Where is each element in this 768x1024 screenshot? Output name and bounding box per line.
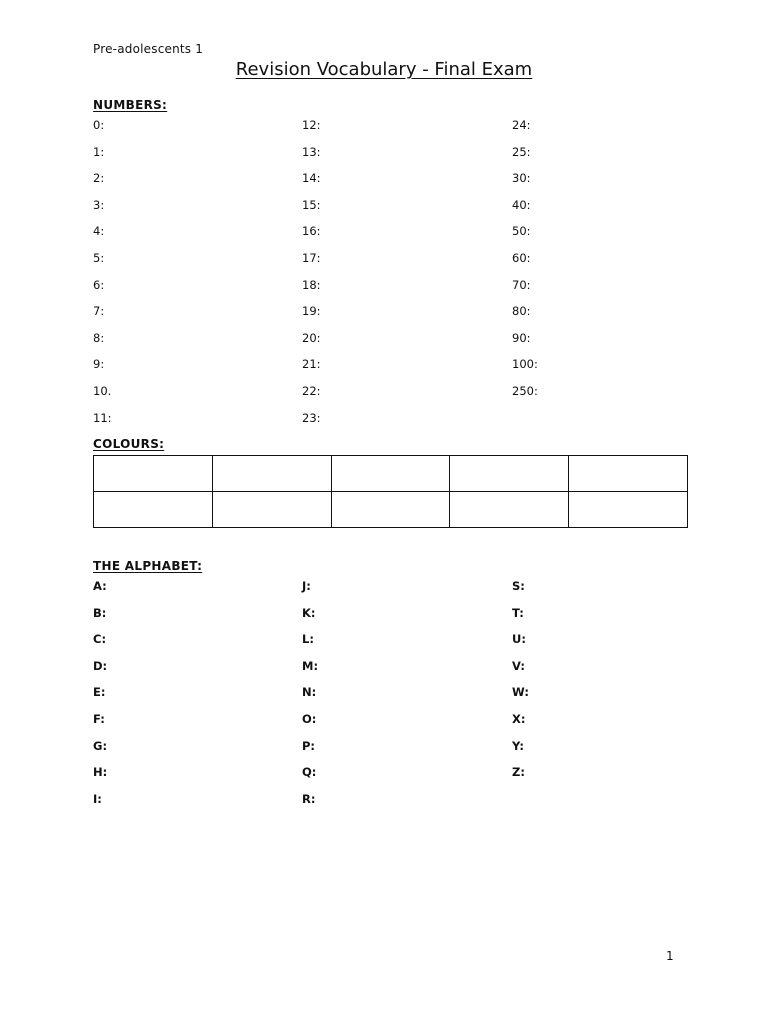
colours-heading: COLOURS:: [93, 437, 165, 451]
colours-table: [93, 455, 688, 528]
worksheet-item: 90:: [512, 330, 531, 345]
worksheet-item: W:: [512, 685, 529, 700]
worksheet-item: D:: [93, 658, 108, 673]
worksheet-item: 9:: [93, 357, 105, 372]
colour-answer-cell: [212, 456, 331, 492]
worksheet-item: A:: [93, 579, 107, 593]
worksheet-item: 17:: [302, 250, 321, 265]
worksheet-item: B:: [93, 605, 107, 620]
worksheet-item: 10.: [93, 383, 112, 398]
worksheet-item: 1:: [93, 144, 105, 159]
colours-row: [94, 456, 688, 492]
worksheet-item: J:: [302, 579, 311, 593]
worksheet-item: 5:: [93, 250, 105, 265]
worksheet-item: 25:: [512, 144, 531, 159]
worksheet-item: 80:: [512, 304, 531, 319]
worksheet-item: V:: [512, 658, 525, 673]
alphabet-heading: THE ALPHABET:: [93, 559, 203, 573]
worksheet-item: Z:: [512, 765, 525, 780]
worksheet-item: O:: [302, 711, 317, 726]
worksheet-item: E:: [93, 685, 106, 700]
worksheet-item: 4:: [93, 224, 105, 239]
page-title: Revision Vocabulary - Final Exam: [235, 59, 533, 80]
worksheet-item: H:: [93, 765, 108, 780]
worksheet-item: R:: [302, 791, 316, 806]
worksheet-item: 13:: [302, 144, 321, 159]
worksheet-item: 23:: [302, 410, 321, 425]
worksheet-item: 3:: [93, 197, 105, 212]
worksheet-item: 16:: [302, 224, 321, 239]
worksheet-item: 20:: [302, 330, 321, 345]
worksheet-item: T:: [512, 605, 524, 620]
numbers-column-2: [302, 118, 321, 437]
worksheet-item: 250:: [512, 383, 538, 398]
worksheet-item: L:: [302, 632, 314, 647]
colour-answer-cell: [450, 492, 569, 528]
worksheet-item: I:: [93, 791, 102, 806]
worksheet-item: 50:: [512, 224, 531, 239]
worksheet-item: 100:: [512, 357, 538, 372]
worksheet-item: 70:: [512, 277, 531, 292]
page-number: 1: [666, 949, 674, 963]
worksheet-item: 21:: [302, 357, 321, 372]
numbers-column-1: [93, 118, 112, 437]
worksheet-item: 11:: [93, 410, 112, 425]
worksheet-item: 40:: [512, 197, 531, 212]
worksheet-item: 7:: [93, 304, 105, 319]
colour-answer-cell: [94, 492, 213, 528]
colour-answer-cell: [569, 456, 688, 492]
worksheet-item: U:: [512, 632, 526, 647]
colours-row: [94, 492, 688, 528]
worksheet-item: 19:: [302, 304, 321, 319]
worksheet-item: 2:: [93, 171, 105, 186]
worksheet-item: 14:: [302, 171, 321, 186]
worksheet-item: K:: [302, 605, 316, 620]
worksheet-item: N:: [302, 685, 317, 700]
worksheet-item: 15:: [302, 197, 321, 212]
colour-answer-cell: [331, 492, 450, 528]
worksheet-item: 12:: [302, 118, 321, 132]
colour-answer-cell: [94, 456, 213, 492]
numbers-heading: NUMBERS:: [93, 98, 168, 112]
worksheet-item: M:: [302, 658, 319, 673]
worksheet-item: Q:: [302, 765, 317, 780]
worksheet-item: C:: [93, 632, 107, 647]
worksheet-item: 0:: [93, 118, 105, 132]
worksheet-item: 18:: [302, 277, 321, 292]
colour-answer-cell: [212, 492, 331, 528]
worksheet-item: 24:: [512, 118, 531, 132]
worksheet-item: 8:: [93, 330, 105, 345]
worksheet-item: 6:: [93, 277, 105, 292]
worksheet-item: G:: [93, 738, 108, 753]
worksheet-item: 60:: [512, 250, 531, 265]
alphabet-column-2: [302, 579, 318, 818]
alphabet-column-3: [512, 579, 529, 792]
colour-answer-cell: [569, 492, 688, 528]
course-label: Pre-adolescents 1: [93, 42, 204, 56]
colour-answer-cell: [331, 456, 450, 492]
worksheet-item: X:: [512, 711, 526, 726]
worksheet-item: F:: [93, 711, 105, 726]
colour-answer-cell: [450, 456, 569, 492]
worksheet-item: Y:: [512, 738, 524, 753]
worksheet-item: P:: [302, 738, 316, 753]
worksheet-item: 30:: [512, 171, 531, 186]
numbers-column-3: [512, 118, 538, 411]
worksheet-item: S:: [512, 579, 525, 593]
worksheet-item: 22:: [302, 383, 321, 398]
alphabet-column-1: [93, 579, 107, 818]
